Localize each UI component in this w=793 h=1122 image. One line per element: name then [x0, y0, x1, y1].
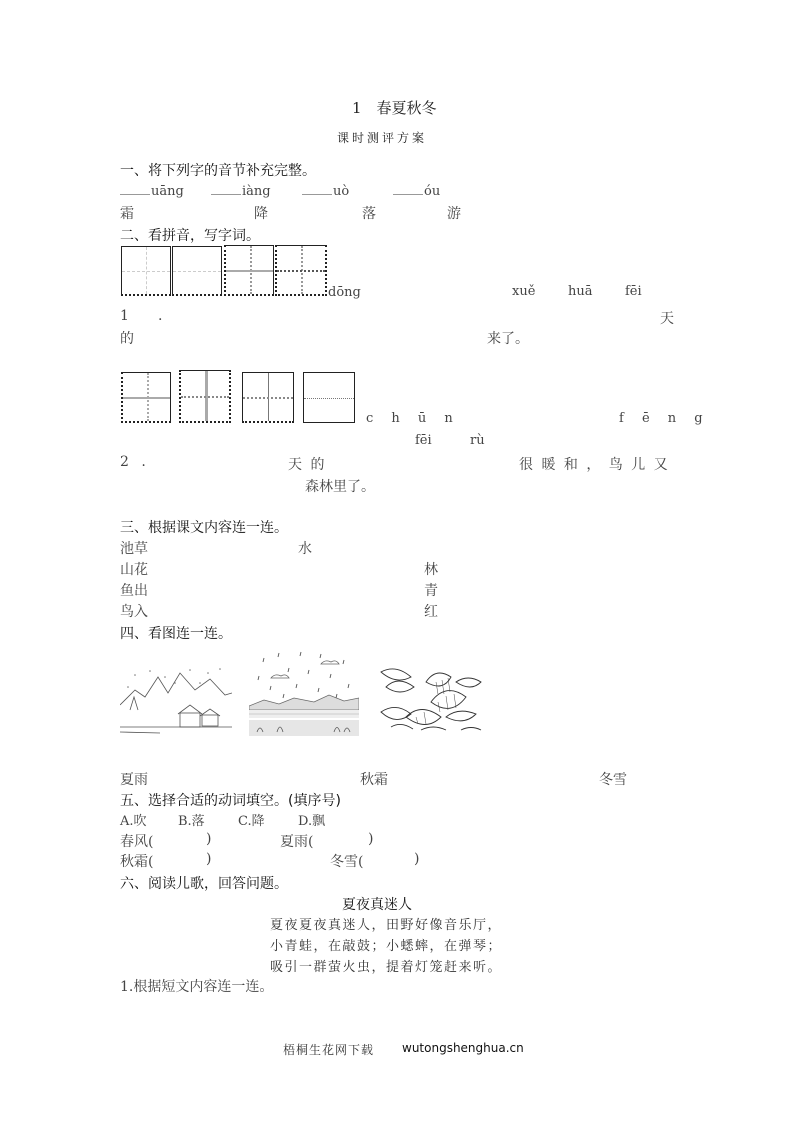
option-d: D.飘: [298, 814, 326, 829]
fill-blank-label: 冬雪(: [330, 854, 364, 870]
section1-pinyin-item: [393, 182, 440, 199]
fill-blank-input[interactable]: [163, 831, 203, 849]
fill-blank-label: 夏雨(: [280, 834, 314, 850]
answer-blank[interactable]: [120, 182, 150, 195]
match-right-item[interactable]: 红: [424, 604, 438, 620]
poem-line: 夏夜夏夜真迷人，田野好像音乐厅，: [270, 918, 503, 933]
poem-line: 小青蛙，在敲鼓；小蟋蟀，在弹琴；: [270, 939, 503, 954]
snowy-village-illustration: [120, 665, 232, 735]
snowy-village-picture[interactable]: [120, 665, 232, 735]
sentence-fragment: 天 的: [288, 457, 327, 473]
fill-blank-input[interactable]: [163, 851, 203, 869]
pinyin-chun: c h ū n: [366, 411, 460, 426]
question-number: 2 .: [120, 454, 150, 470]
question-dot: .: [158, 308, 163, 324]
pinyin-xue: xuě: [512, 284, 536, 299]
fill-blank-label: 春风(: [120, 834, 154, 850]
section1-pinyin-item: [120, 182, 184, 199]
question-1: 1.根据短文内容连一连。: [120, 979, 274, 995]
fill-blank-label: 秋霜(: [120, 854, 154, 870]
section1-char: 降: [254, 206, 268, 222]
writing-grid-box[interactable]: [121, 372, 171, 423]
writing-grid-box[interactable]: [121, 246, 171, 296]
page-subtitle: 课时测评方案: [337, 131, 428, 145]
writing-grid-box[interactable]: [179, 370, 231, 423]
pinyin-suffix: uāng: [151, 184, 184, 199]
page-title: 1 春夏秋冬: [352, 99, 437, 117]
answer-blank[interactable]: [302, 182, 332, 195]
sentence-fragment: 来了。: [487, 331, 529, 347]
section6-heading: 六、阅读儿歌，回答问题。: [120, 876, 288, 892]
pinyin-suffix: iàng: [242, 184, 271, 199]
section5-heading: 五、选择合适的动词填空。(填序号): [120, 793, 341, 809]
picture-label[interactable]: 秋霜: [360, 772, 388, 788]
sentence-fragment: 很 暖 和 ， 鸟 儿 又: [519, 457, 670, 473]
fill-blank-close: ): [206, 831, 212, 847]
section1-char: 霜: [120, 206, 134, 222]
pinyin-fei: fēi: [415, 433, 432, 448]
option-c: C.降: [238, 814, 265, 829]
rainy-landscape-illustration: [249, 648, 359, 736]
pinyin-fei: fēi: [625, 284, 642, 299]
match-left-item[interactable]: 鱼出: [120, 583, 148, 599]
picture-label[interactable]: 冬雪: [599, 772, 627, 788]
fill-blank-close: ): [414, 851, 420, 867]
match-right-item[interactable]: 林: [424, 562, 438, 578]
writing-grid-box[interactable]: [242, 372, 294, 423]
rainy-landscape-picture[interactable]: [249, 648, 359, 736]
sentence-fragment: 森林里了。: [305, 479, 375, 495]
section4-heading: 四、看图连一连。: [120, 626, 232, 642]
section1-heading: 一、将下列字的音节补充完整。: [120, 163, 316, 179]
sentence-fragment: 天: [660, 311, 674, 327]
match-left-item[interactable]: 池草: [120, 541, 148, 557]
sentence-fragment: 的: [120, 331, 134, 347]
fill-blank-close: ): [206, 851, 212, 867]
pinyin-suffix: uò: [333, 184, 350, 199]
section2-heading: 二、看拼音，写字词。: [120, 228, 260, 244]
pinyin-ru: rù: [470, 433, 485, 448]
writing-grid-box[interactable]: [224, 245, 274, 296]
fill-blank-input[interactable]: [322, 831, 366, 849]
frosted-leaves-picture[interactable]: [376, 662, 488, 736]
writing-grid-box[interactable]: [275, 245, 327, 296]
match-left-item[interactable]: 鸟入: [120, 604, 148, 620]
option-a: A.吹: [120, 814, 147, 829]
section1-pinyin-item: [211, 182, 271, 199]
fill-blank-input[interactable]: [372, 851, 416, 869]
pinyin-hua: huā: [568, 284, 593, 299]
poem-title: 夏夜真迷人: [342, 897, 412, 913]
match-left-item[interactable]: 山花: [120, 562, 148, 578]
match-right-item[interactable]: 水: [298, 541, 312, 557]
pinyin-feng: f ē n g: [619, 411, 710, 426]
writing-grid-box[interactable]: [172, 246, 222, 296]
fill-blank-close: ): [368, 831, 374, 847]
footer-site-name: 梧桐生花网下载: [283, 1043, 375, 1057]
match-right-item[interactable]: 青: [424, 583, 438, 599]
pinyin-suffix: óu: [424, 184, 441, 199]
writing-grid-box[interactable]: [303, 372, 355, 423]
section1-pinyin-item: [302, 182, 349, 199]
question-number: 1: [120, 308, 129, 324]
pinyin-dong: dōng: [328, 285, 361, 300]
section1-char: 落: [362, 206, 376, 222]
answer-blank[interactable]: [393, 182, 423, 195]
poem-line: 吸引一群萤火虫，提着灯笼赶来听。: [270, 960, 503, 975]
section3-heading: 三、根据课文内容连一连。: [120, 520, 288, 536]
option-b: B.落: [178, 814, 205, 829]
picture-label[interactable]: 夏雨: [120, 772, 148, 788]
footer-url[interactable]: wutongshenghua.cn: [402, 1041, 524, 1055]
frosted-leaves-illustration: [376, 662, 488, 736]
section1-char: 游: [447, 206, 461, 222]
answer-blank[interactable]: [211, 182, 241, 195]
